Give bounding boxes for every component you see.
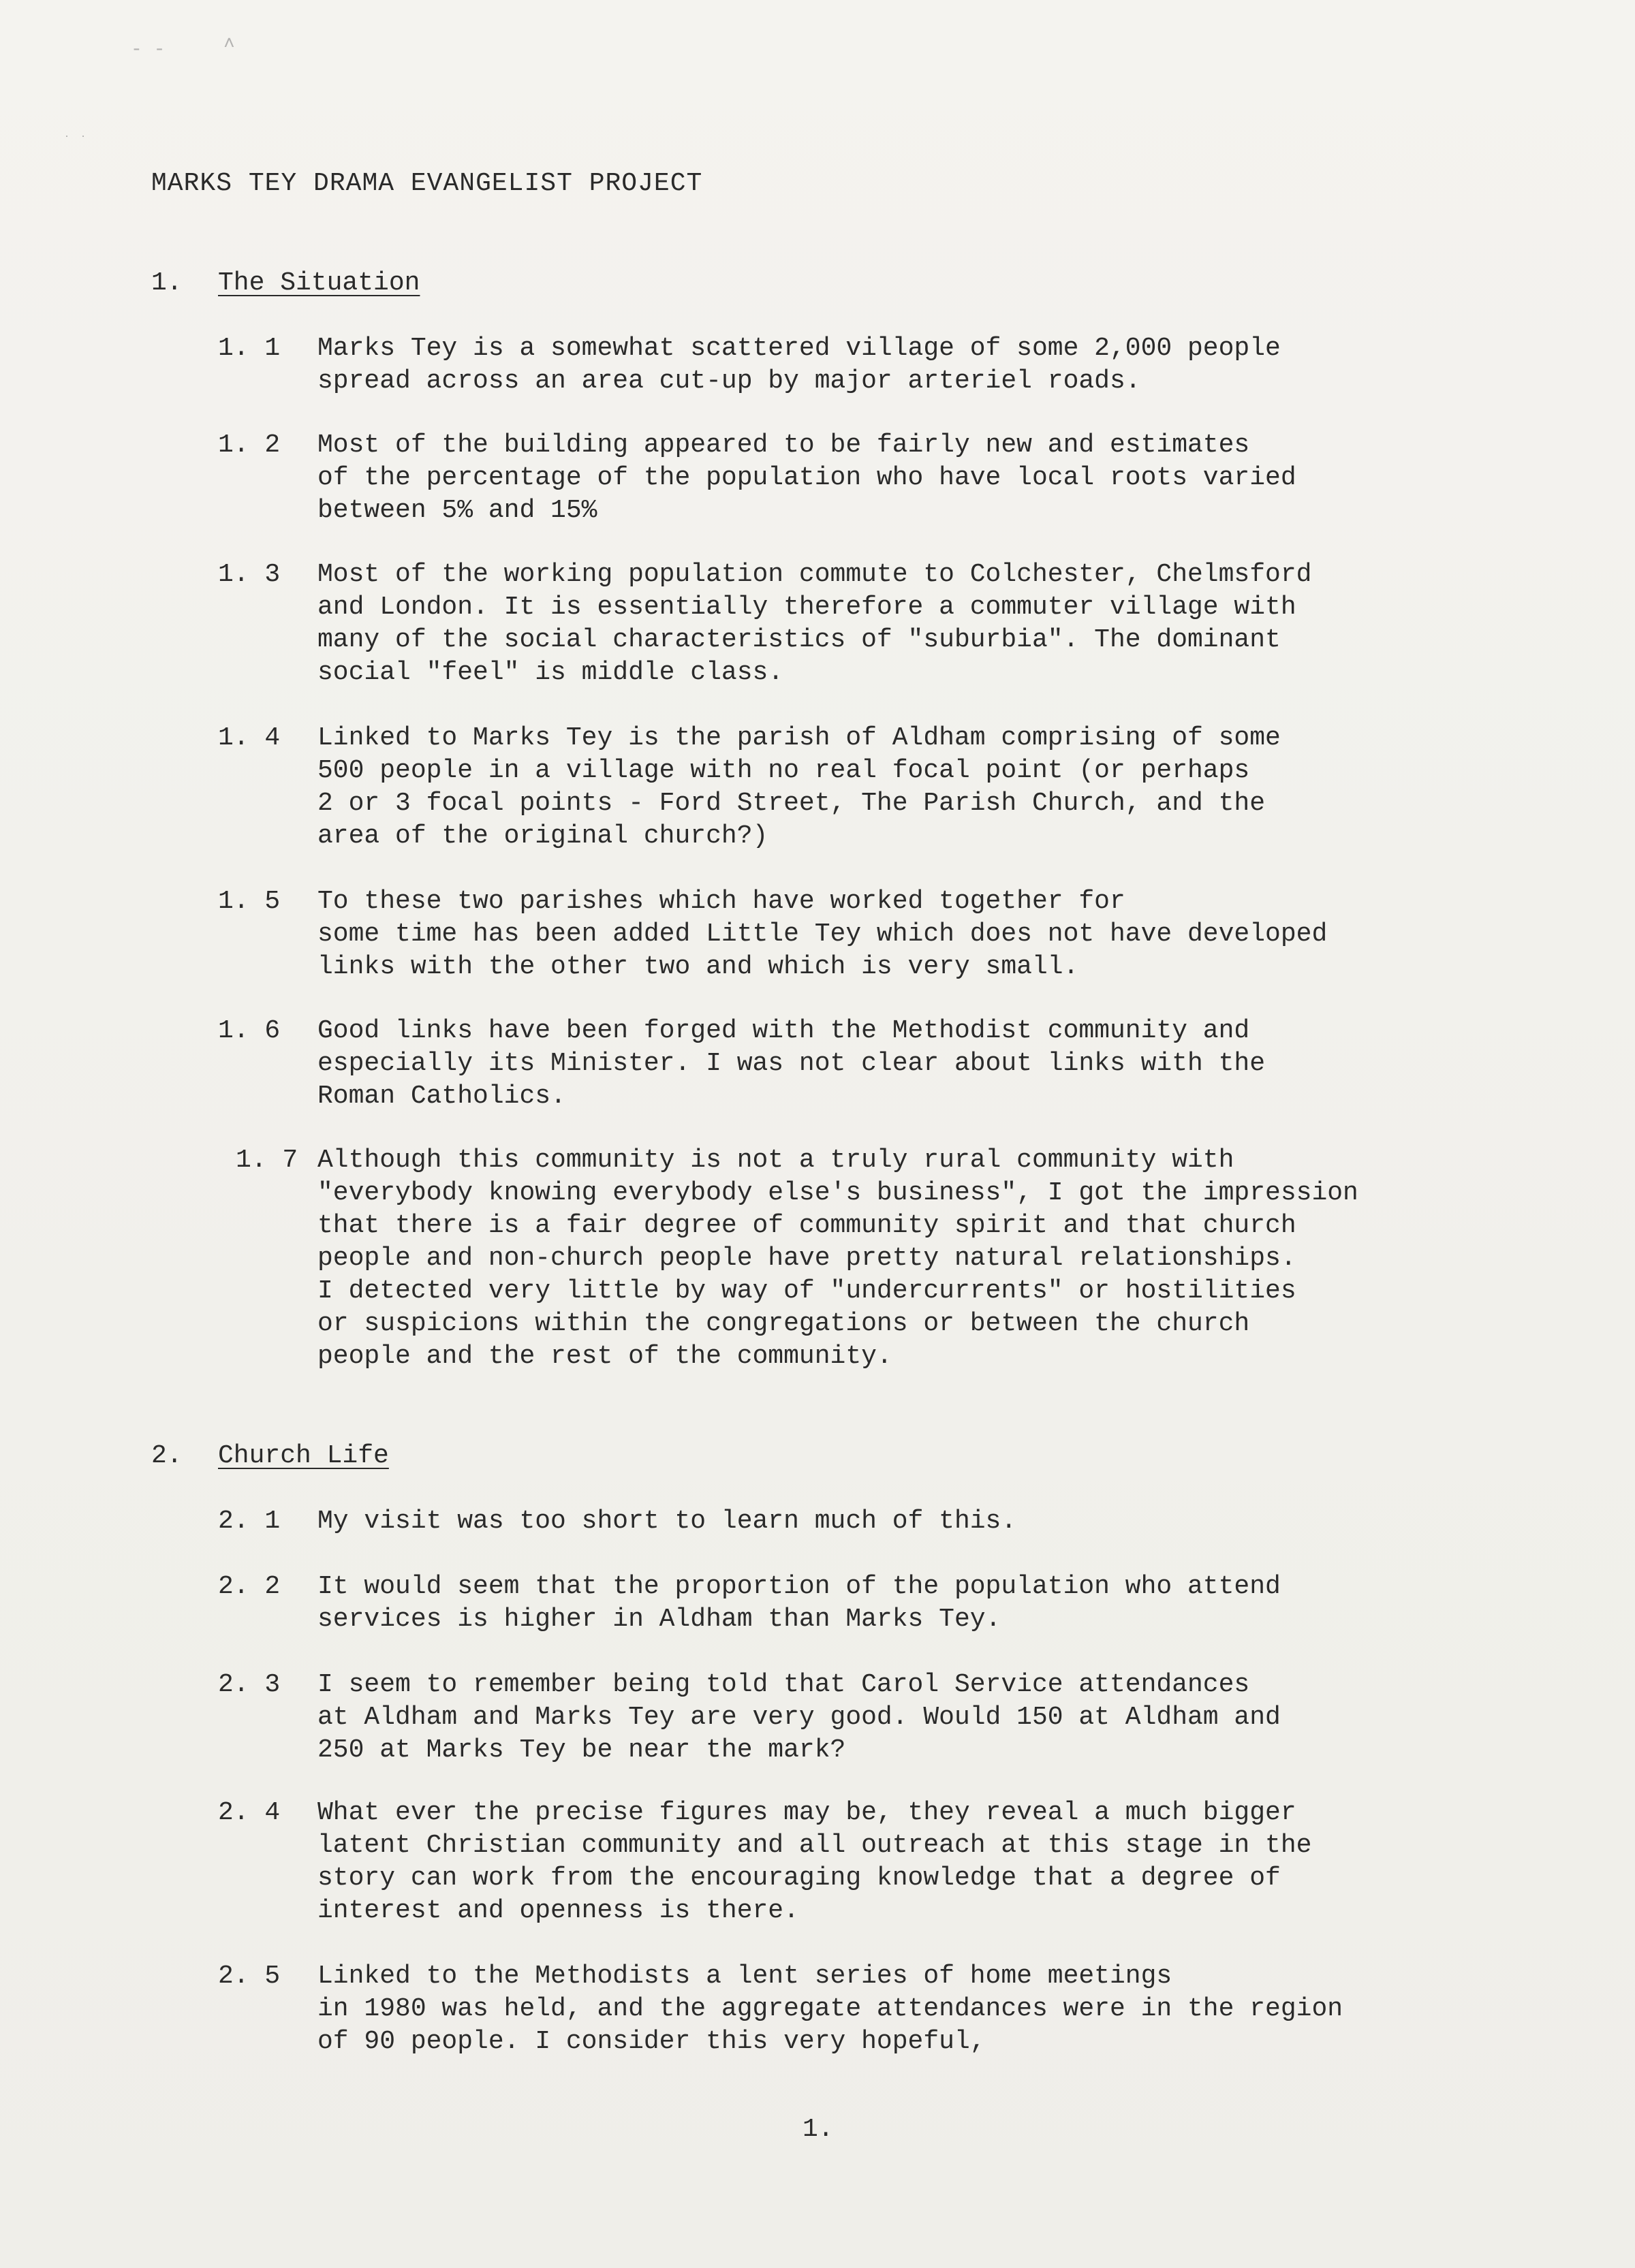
paragraph-line: Roman Catholics. bbox=[317, 1082, 566, 1111]
section-number: 1. bbox=[151, 268, 183, 298]
paragraph-line: I detected very little by way of "undercurrents" or hostilities bbox=[317, 1276, 1296, 1306]
paragraph-line: and London. It is essentially therefore a commuter village with bbox=[317, 593, 1296, 622]
paragraph-number: 1. 5 bbox=[218, 887, 281, 916]
paragraph-line: that there is a fair degree of community spirit and that church bbox=[317, 1211, 1296, 1240]
document-title: MARKS TEY DRAMA EVANGELIST PROJECT bbox=[151, 169, 703, 198]
paragraph-line: I seem to remember being told that Carol Service attendances bbox=[317, 1670, 1250, 1699]
paragraph-line: 250 at Marks Tey be near the mark? bbox=[317, 1735, 846, 1765]
paragraph-line: Most of the building appeared to be fairly new and estimates bbox=[317, 430, 1250, 460]
paragraph-line: My visit was too short to learn much of this. bbox=[317, 1507, 1017, 1536]
paragraph-line: between 5% and 15% bbox=[317, 496, 597, 525]
paragraph-line: spread across an area cut-up by major arteriel roads. bbox=[317, 366, 1141, 396]
section-title: Church Life bbox=[218, 1441, 389, 1470]
paragraph-number: 1. 6 bbox=[218, 1016, 281, 1045]
paragraph-line: some time has been added Little Tey which does not have developed bbox=[317, 919, 1328, 949]
paragraph-number: 1. 1 bbox=[218, 334, 281, 363]
paragraph-number: 1. 7 bbox=[236, 1146, 298, 1175]
paragraph-line: links with the other two and which is very small. bbox=[317, 952, 1079, 981]
stray-mark: ‐ ‐ bbox=[131, 40, 166, 61]
paragraph-line: story can work from the encouraging knowledge that a degree of bbox=[317, 1863, 1281, 1893]
paragraph-line: of 90 people. I consider this very hopeful, bbox=[317, 2027, 986, 2056]
paragraph-number: 2. 5 bbox=[218, 1962, 281, 1991]
paragraph-line: Marks Tey is a somewhat scattered village of some 2,000 people bbox=[317, 334, 1281, 363]
paragraph-line: Most of the working population commute to Colchester, Chelmsford bbox=[317, 560, 1312, 589]
section-heading bbox=[151, 268, 420, 298]
paragraph-line: Linked to the Methodists a lent series of home meetings bbox=[317, 1962, 1172, 1991]
paragraph-number: 1. 4 bbox=[218, 723, 281, 753]
paragraph-number: 1. 3 bbox=[218, 560, 281, 589]
paragraph-line: of the percentage of the population who have local roots varied bbox=[317, 463, 1296, 492]
paragraph-line: services is higher in Aldham than Marks Tey. bbox=[317, 1605, 1001, 1634]
paragraph-line: "everybody knowing everybody else's business", I got the impression bbox=[317, 1178, 1358, 1208]
paragraph-line: 500 people in a village with no real focal point (or perhaps bbox=[317, 756, 1250, 785]
section-title: The Situation bbox=[218, 268, 420, 298]
paragraph-line: at Aldham and Marks Tey are very good. Would 150 at Aldham and bbox=[317, 1703, 1281, 1732]
paragraph-line: people and the rest of the community. bbox=[317, 1342, 892, 1371]
paragraph-line: Although this community is not a truly rural community with bbox=[317, 1146, 1234, 1175]
paragraph-line: interest and openness is there. bbox=[317, 1896, 799, 1925]
paragraph-line: social "feel" is middle class. bbox=[317, 658, 784, 687]
paragraph-line: people and non-church people have pretty natural relationships. bbox=[317, 1244, 1296, 1273]
paragraph-line: It would seem that the proportion of the population who attend bbox=[317, 1572, 1281, 1601]
stray-mark: ˄ bbox=[223, 34, 235, 55]
paragraph-number: 2. 1 bbox=[218, 1507, 281, 1536]
paragraph-line: especially its Minister. I was not clear about links with the bbox=[317, 1049, 1266, 1078]
paragraph-line: in 1980 was held, and the aggregate attendances were in the region bbox=[317, 1994, 1343, 2023]
paragraph-line: What ever the precise figures may be, they reveal a much bigger bbox=[317, 1798, 1296, 1827]
section-heading bbox=[151, 1441, 389, 1470]
section-number: 2. bbox=[151, 1441, 183, 1470]
paragraph-line: To these two parishes which have worked together for bbox=[317, 887, 1125, 916]
paragraph-number: 2. 2 bbox=[218, 1572, 281, 1601]
paragraph-line: 2 or 3 focal points - Ford Street, The Parish Church, and the bbox=[317, 789, 1266, 818]
paragraph-line: Linked to Marks Tey is the parish of Aldham comprising of some bbox=[317, 723, 1281, 753]
paragraph-line: many of the social characteristics of "suburbia". The dominant bbox=[317, 625, 1281, 655]
paragraph-number: 2. 3 bbox=[218, 1670, 281, 1699]
paragraph-line: Good links have been forged with the Methodist community and bbox=[317, 1016, 1250, 1045]
paragraph-number: 2. 4 bbox=[218, 1798, 281, 1827]
stray-mark: ˙ ˙ bbox=[63, 135, 88, 151]
page-number: 1. bbox=[803, 2115, 834, 2144]
paragraph-line: latent Christian community and all outreach at this stage in the bbox=[317, 1831, 1312, 1860]
paragraph-line: or suspicions within the congregations or between the church bbox=[317, 1309, 1250, 1338]
paragraph-line: area of the original church?) bbox=[317, 821, 768, 851]
paragraph-number: 1. 2 bbox=[218, 430, 281, 460]
